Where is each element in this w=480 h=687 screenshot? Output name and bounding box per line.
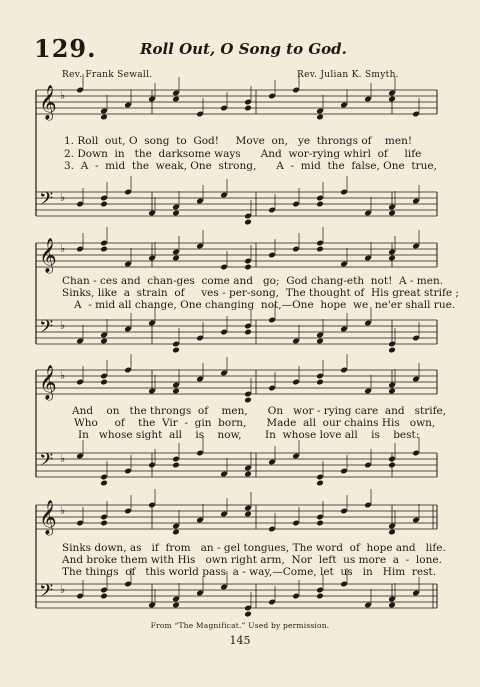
note-head <box>244 219 252 226</box>
lyric-line: The things of this world pass a - way,—Come, let us in Him rest. <box>62 566 437 578</box>
note-head <box>172 388 180 395</box>
note-head <box>316 379 324 386</box>
page-number: 145 <box>229 634 251 647</box>
note-head <box>172 529 180 536</box>
note-head <box>388 388 396 395</box>
lyric-line: Chan - ces and chan-ges come and go; God chang-eth not! A - men. <box>62 275 444 287</box>
key-signature-flat-icon: ♭ <box>60 369 66 382</box>
bass-clef-icon: 𝄢 <box>39 581 54 606</box>
bass-clef-icon: 𝄢 <box>39 450 54 475</box>
lyric-line: A - mid all change, One changing not,—One hope we ne'er shall rue. <box>74 299 456 311</box>
key-signature-flat-icon: ♭ <box>60 452 66 465</box>
lyric-line: 3. A - mid the weak, One strong, A - mid the false, One true, <box>64 160 437 172</box>
note-head <box>172 210 180 217</box>
lyric-line: Who of the Vir - gin born, Made all our chains His own, <box>74 417 436 429</box>
key-signature-flat-icon: ♭ <box>60 191 66 204</box>
note-head <box>100 520 108 527</box>
bass-clef-icon: 𝄢 <box>39 189 54 214</box>
treble-clef-icon: 𝄞 <box>39 238 57 273</box>
note-head <box>388 462 396 469</box>
note-head <box>316 593 324 600</box>
note-head <box>244 611 252 618</box>
treble-clef-icon: 𝄞 <box>39 365 57 400</box>
note-head <box>172 255 180 262</box>
key-signature-flat-icon: ♭ <box>60 504 66 517</box>
note-head <box>244 264 252 271</box>
treble-clef-icon: 𝄞 <box>39 85 57 120</box>
note-head <box>316 201 324 208</box>
note-head <box>388 529 396 536</box>
note-head <box>388 96 396 103</box>
note-head <box>388 347 396 354</box>
permission-footnote: From “The Magnificat.” Used by permission. <box>150 621 330 630</box>
note-head <box>244 329 252 336</box>
note-head <box>244 511 252 518</box>
lyric-line: 1. Roll out, O song to God! Move on, ye throngs of men! <box>64 135 413 147</box>
note-head <box>388 602 396 609</box>
lyric-line: Sinks down, as if from an - gel tongues, The word of hope and life. <box>62 542 446 554</box>
note-head <box>172 602 180 609</box>
note-head <box>316 338 324 345</box>
note-head <box>100 593 108 600</box>
hymn-title: Roll Out, O Song to God. <box>140 40 347 58</box>
lyric-line: Sinks, like a strain of ves - per-song, The thought of His great strife ; <box>62 287 459 299</box>
note-head <box>316 114 324 121</box>
note-head <box>244 105 252 112</box>
note-head <box>100 201 108 208</box>
key-signature-flat-icon: ♭ <box>60 89 66 102</box>
note-head <box>172 462 180 469</box>
note-head <box>100 338 108 345</box>
lyricist-credit: Rev. Frank Sewall. <box>62 70 153 80</box>
note-head <box>244 397 252 404</box>
note-head <box>388 255 396 262</box>
note-head <box>172 96 180 103</box>
note-head <box>100 379 108 386</box>
note-head <box>100 246 108 253</box>
note-head <box>172 347 180 354</box>
note-head <box>244 471 252 478</box>
bass-clef-icon: 𝄢 <box>39 317 54 342</box>
key-signature-flat-icon: ♭ <box>60 583 66 596</box>
note-head <box>316 520 324 527</box>
note-head <box>388 210 396 217</box>
note-head <box>100 114 108 121</box>
lyric-line: And broke them with His own right arm, Nor left us more a - lone. <box>62 554 442 566</box>
lyric-line: 2. Down in the darksome ways And wor-rying whirl of life <box>64 148 422 160</box>
note-head <box>316 480 324 487</box>
hymn-number: 129. <box>34 34 97 63</box>
key-signature-flat-icon: ♭ <box>60 242 66 255</box>
note-head <box>100 480 108 487</box>
lyric-line: And on the throngs of men, On wor - rying care and strife, <box>72 405 447 417</box>
key-signature-flat-icon: ♭ <box>60 319 66 332</box>
treble-clef-icon: 𝄞 <box>39 500 57 535</box>
note-head <box>316 246 324 253</box>
lyric-line: In whose sight all is now, In whose love all is best: <box>78 429 420 441</box>
composer-credit: Rev. Julian K. Smyth. <box>297 70 399 80</box>
